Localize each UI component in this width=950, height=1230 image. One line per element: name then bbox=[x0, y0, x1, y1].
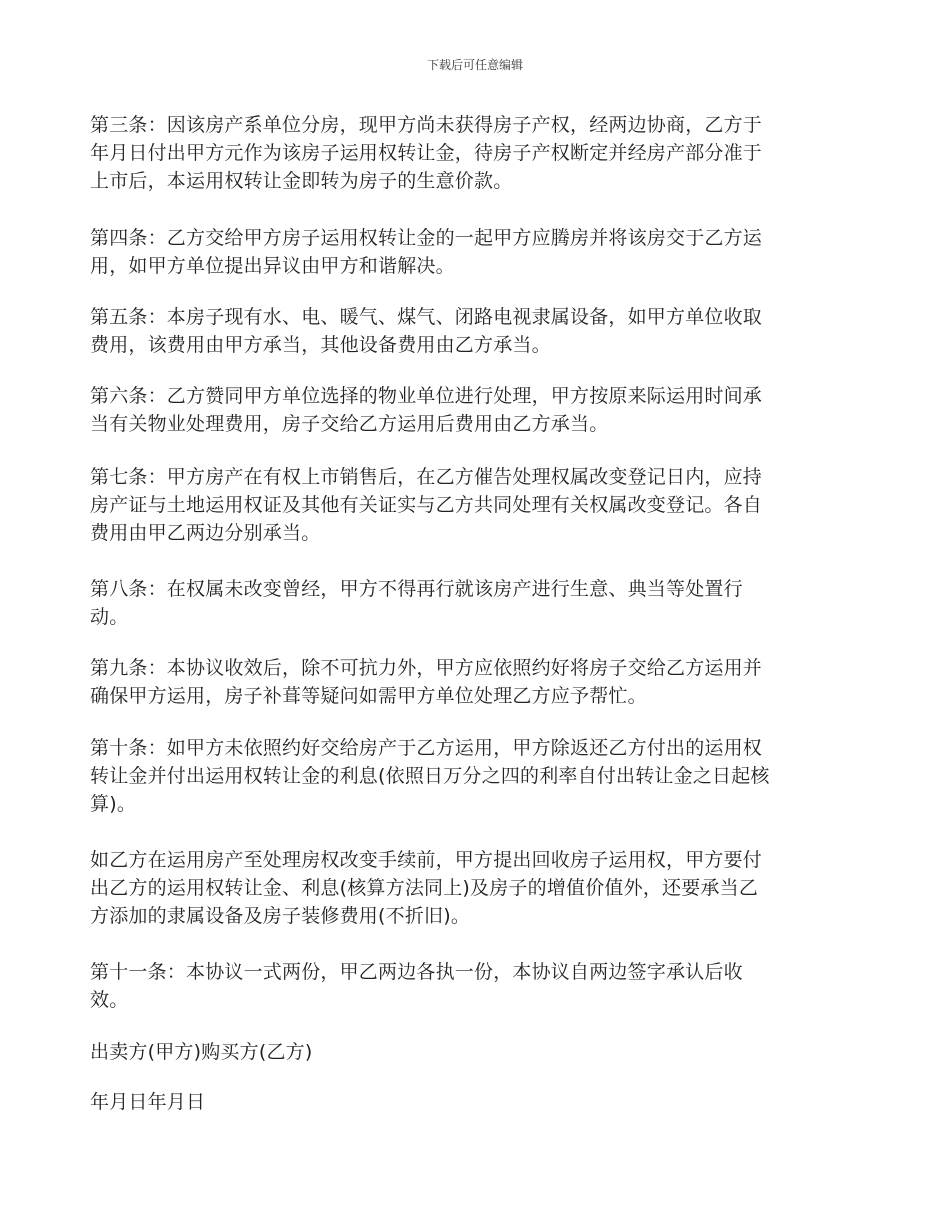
text-line: 当有关物业处理费用，房子交给乙方运用后费用由乙方承当。 bbox=[90, 413, 609, 435]
text-line: 确保甲方运用，房子补葺等疑问如需甲方单位处理乙方应予帮忙。 bbox=[90, 685, 647, 707]
article-9 bbox=[90, 654, 870, 710]
signature-parties bbox=[90, 1038, 870, 1066]
article-10-supplement bbox=[90, 846, 870, 930]
article-6 bbox=[90, 382, 870, 438]
text-line: 第十一条：本协议一式两份，甲乙两边各执一份，本协议自两边签字承认后收 bbox=[90, 961, 743, 983]
text-line: 年月日付出甲方元作为该房子运用权转让金，待房子产权断定并经房产部分准于 bbox=[90, 142, 763, 164]
text-line: 年月日年月日 bbox=[90, 1091, 206, 1113]
text-line: 第七条：甲方房产在有权上市销售后，在乙方催告处理权属改变登记日内，应持 bbox=[90, 466, 763, 488]
text-line: 费用由甲乙两边分别承当。 bbox=[90, 522, 321, 544]
article-8 bbox=[90, 575, 870, 631]
text-line: 第四条：乙方交给甲方房子运用权转让金的一起甲方应腾房并将该房交于乙方运 bbox=[90, 227, 763, 249]
article-4 bbox=[90, 224, 870, 280]
text-line: 出卖方(甲方)购买方(乙方) bbox=[90, 1041, 313, 1063]
article-11 bbox=[90, 958, 870, 1014]
article-7 bbox=[90, 463, 870, 547]
text-line: 如乙方在运用房产至处理房权改变手续前，甲方提出回收房子运用权，甲方要付 bbox=[90, 849, 763, 871]
text-line: 第五条：本房子现有水、电、暖气、煤气、闭路电视隶属设备，如甲方单位收取 bbox=[90, 306, 763, 328]
text-line: 动。 bbox=[90, 606, 129, 628]
text-line: 第三条：因该房产系单位分房，现甲方尚未获得房子产权，经两边协商，乙方于 bbox=[90, 114, 763, 136]
text-line: 用，如甲方单位提出异议由甲方和谐解决。 bbox=[90, 255, 455, 277]
text-line: 第六条：乙方赞同甲方单位选择的物业单位进行处理，甲方按原来际运用时间承 bbox=[90, 385, 763, 407]
article-5 bbox=[90, 303, 870, 359]
text-line: 第十条：如甲方未依照约好交给房产于乙方运用，甲方除返还乙方付出的运用权 bbox=[90, 737, 763, 759]
text-line: 第九条：本协议收效后，除不可抗力外，甲方应依照约好将房子交给乙方运用并 bbox=[90, 657, 763, 679]
text-line: 上市后，本运用权转让金即转为房子的生意价款。 bbox=[90, 170, 513, 192]
signature-dates bbox=[90, 1088, 870, 1116]
article-3 bbox=[90, 111, 870, 195]
text-line: 费用，该费用由甲方承当，其他设备费用由乙方承当。 bbox=[90, 334, 551, 356]
article-10 bbox=[90, 734, 870, 818]
text-line: 出乙方的运用权转让金、利息(核算方法同上)及房子的增值价值外，还要承当乙 bbox=[90, 877, 759, 899]
text-line: 房产证与土地运用权证及其他有关证实与乙方共同处理有关权属改变登记。各自 bbox=[90, 494, 763, 516]
page-header: 下载后可任意编辑 bbox=[426, 58, 523, 72]
text-line: 算)。 bbox=[90, 793, 137, 815]
text-line: 第八条：在权属未改变曾经，甲方不得再行就该房产进行生意、典当等处置行 bbox=[90, 578, 743, 600]
text-line: 方添加的隶属设备及房子装修费用(不折旧)。 bbox=[90, 905, 471, 927]
text-line: 转让金并付出运用权转让金的利息(依照日万分之四的利率自付出转让金之日起核 bbox=[90, 765, 770, 787]
text-line: 效。 bbox=[90, 989, 129, 1011]
